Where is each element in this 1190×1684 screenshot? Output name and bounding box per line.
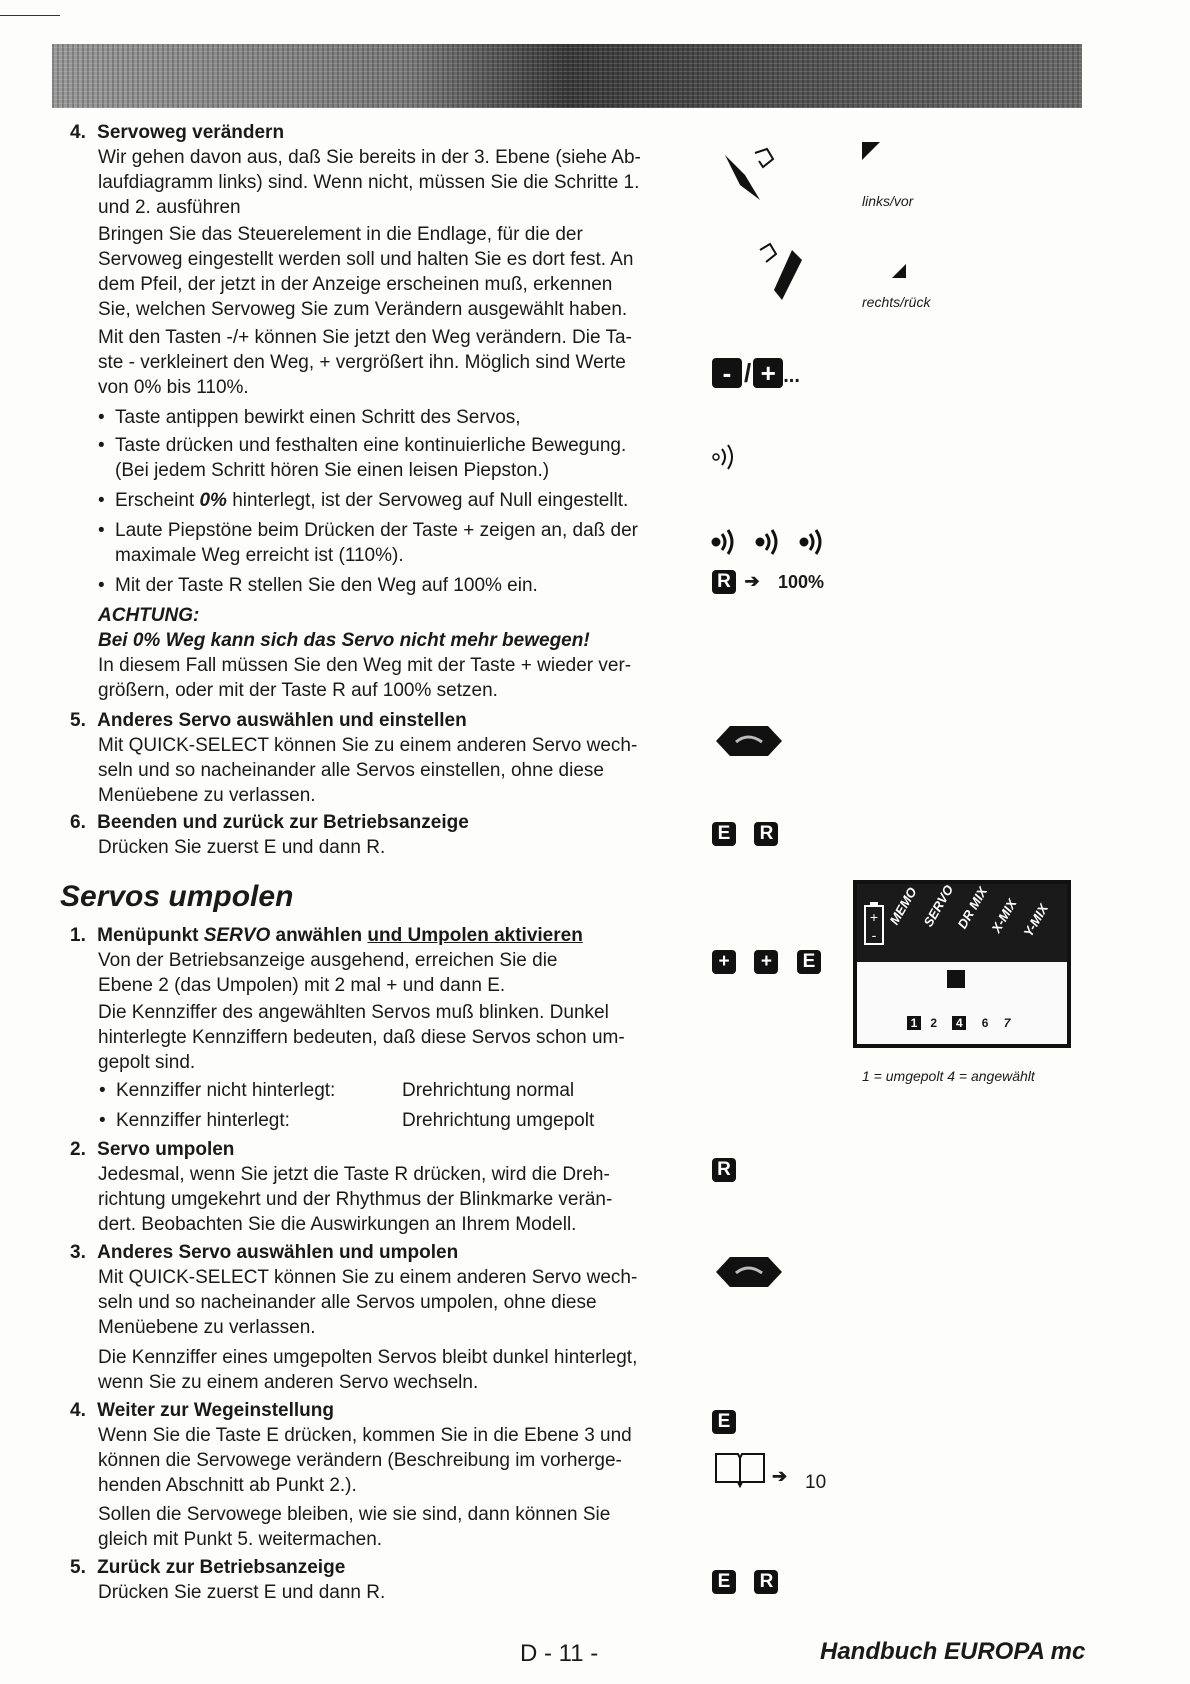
caption-rechts-rueck: rechts/rück bbox=[862, 294, 931, 310]
u3-heading: 3. Anderes Servo auswählen und umpolen bbox=[70, 1242, 459, 1263]
bullet-tap: • Taste antippen bewirkt einen Schritt des Servos, bbox=[115, 405, 521, 430]
caption-links-vor: links/vor bbox=[862, 193, 914, 209]
u1-paragraph-2: Die Kennziffer des angewählten Servos muß blinken. Dunkel hinterlegte Kennziffern bedeuten, daß diese Servos schon um- gepolt sind. bbox=[98, 1002, 625, 1073]
bullet-zero: • Erscheint 0% hinterlegt, ist der Servoweg auf Null eingestellt. bbox=[115, 488, 628, 513]
quick-select-icon bbox=[712, 722, 786, 760]
stick-left-icon bbox=[715, 145, 785, 205]
stick-right-icon bbox=[752, 240, 812, 305]
loud-beep-icon bbox=[710, 520, 840, 562]
step-title: Servoweg verändern bbox=[97, 122, 285, 143]
e-key-icon: E bbox=[712, 1570, 736, 1594]
e-key-icon: E bbox=[712, 822, 736, 846]
step-6-paragraph: Drücken Sie zuerst E und dann R. bbox=[98, 837, 386, 858]
step-4-paragraph-1: Wir gehen davon aus, daß Sie bereits in der 3. Ebene (siehe Ab- laufdiagramm links) sind. Wenn nicht, müssen Sie die Schritte 1. und 2. ausführen bbox=[98, 147, 641, 218]
u1-heading: 1. Menüpunkt SERVO anwählen und Umpolen aktivieren bbox=[70, 925, 583, 946]
book-icon bbox=[712, 1448, 770, 1488]
manual-title: Handbuch EUROPA mc bbox=[820, 1638, 1086, 1665]
u1-paragraph-1: Von der Betriebsanzeige ausgehend, erreichen Sie die Ebene 2 (das Umpolen) mit 2 mal + und dann E. bbox=[98, 950, 558, 996]
u2-paragraph: Jedesmal, wenn Sie jetzt die Taste R drücken, wird die Dreh- richtung umgekehrt und der Rhythmus der Blinkmarke verän- dert. Beobachten Sie die Auswirkungen an Ihrem Modell. bbox=[98, 1164, 613, 1235]
r-key-icon: R bbox=[712, 1158, 736, 1182]
step-4-paragraph-3: Mit den Tasten -/+ können Sie jetzt den Weg verändern. Die Ta- ste - verkleinert den Weg, + vergrößert ihn. Möglich sind Werte von 0% bis 110%. bbox=[98, 327, 632, 398]
header-banner bbox=[52, 44, 1082, 108]
soft-beep-icon bbox=[710, 435, 750, 475]
r-key-icon: R bbox=[754, 822, 778, 846]
e-r-keys-1 bbox=[712, 822, 778, 846]
warning-text: Bei 0% Weg kann sich das Servo nicht mehr bewegen! bbox=[98, 630, 590, 651]
u1-row-inverted: • Kennziffer hinterlegt: bbox=[116, 1108, 290, 1133]
minus-key-icon: - bbox=[712, 358, 742, 388]
r-key-2 bbox=[712, 1158, 736, 1182]
minus-plus-keys: - / + ... bbox=[712, 358, 800, 389]
u3-paragraph-2: Die Kennziffer eines umgepolten Servos bleibt dunkel hinterlegt, wenn Sie zu einem anderen Servo wechseln. bbox=[98, 1347, 638, 1393]
step-number: 4. bbox=[70, 122, 86, 143]
u5-paragraph: Drücken Sie zuerst E und dann R. bbox=[98, 1582, 386, 1603]
lcd-menu-labels: MEMO SERVO DR MIX X-MIX Y-MIX bbox=[886, 882, 1052, 940]
arrow-down-right-icon bbox=[890, 262, 908, 280]
u4-paragraph-1: Wenn Sie die Taste E drücken, kommen Sie in die Ebene 3 und können die Servowege verändern (Beschreibung im vorherge- henden Abschnitt ab Punkt 2.). bbox=[98, 1425, 632, 1496]
u1-row-inverted-value: Drehrichtung umgepolt bbox=[402, 1110, 595, 1131]
u5-heading: 5. Zurück zur Betriebsanzeige bbox=[70, 1557, 346, 1578]
lcd-display bbox=[853, 880, 1071, 1048]
arrow-right-icon: ➔ bbox=[772, 1466, 788, 1486]
step-4-paragraph-2: Bringen Sie das Steuerelement in die Endlage, für die der Servoweg eingestellt werden soll und halten Sie es dort fest. An dem Pfeil, der jetzt in der Anzeige erscheinen muß, erkennen Sie, welchen Servoweg Sie zum Verändern ausgewählt haben. bbox=[98, 224, 634, 320]
section-title: Servos umpolen bbox=[60, 880, 294, 913]
achtung-label: ACHTUNG: bbox=[98, 605, 200, 626]
plus-key-icon: + bbox=[712, 950, 736, 974]
step-4-heading bbox=[70, 120, 710, 145]
r-key-100-indicator bbox=[712, 570, 760, 594]
svg-text:-: - bbox=[871, 927, 877, 943]
bullet-hold: • Taste drücken und festhalten eine kontinuierliche Bewegung. (Bei jedem Schritt hören Sie einen leisen Piepston.) bbox=[115, 433, 626, 483]
quick-select-icon bbox=[712, 1253, 786, 1291]
r-key-icon: R bbox=[712, 570, 736, 594]
lcd-servo-digits: 1 2 4 6 7 bbox=[907, 1016, 1010, 1030]
percent-100-label: 100% bbox=[778, 572, 825, 592]
e-key-icon: E bbox=[712, 1410, 736, 1434]
step-6-heading: 6. Beenden und zurück zur Betriebsanzeige bbox=[70, 812, 469, 833]
plus-plus-e-keys bbox=[712, 950, 821, 974]
svg-text:+: + bbox=[869, 909, 879, 925]
battery-icon bbox=[863, 900, 887, 946]
u1-row-normal-value: Drehrichtung normal bbox=[402, 1080, 575, 1101]
lcd-cursor-mark bbox=[947, 970, 965, 988]
plus-key-icon: + bbox=[753, 358, 783, 388]
u4-paragraph-2: Sollen die Servowege bleiben, wie sie sind, dann können Sie gleich mit Punkt 5. weitermachen. bbox=[98, 1504, 611, 1550]
plus-key-icon: + bbox=[754, 950, 778, 974]
bullet-r-key: • Mit der Taste R stellen Sie den Weg auf 100% ein. bbox=[115, 573, 538, 598]
display-caption: 1 = umgepolt 4 = angewählt bbox=[862, 1068, 1035, 1084]
step-5-heading: 5. Anderes Servo auswählen und einstellen bbox=[70, 710, 467, 731]
corner-line bbox=[0, 15, 60, 16]
page-number: D - 11 - bbox=[520, 1640, 599, 1667]
arrow-right-icon: ➔ bbox=[744, 571, 760, 591]
bullet-loud-beep: • Laute Piepstöne beim Drücken der Taste + zeigen an, daß der maximale Weg erreicht ist (110%). bbox=[115, 518, 638, 568]
r-key-icon: R bbox=[754, 1570, 778, 1594]
e-r-keys-2 bbox=[712, 1570, 778, 1594]
e-key-icon: E bbox=[797, 950, 821, 974]
arrow-up-left-icon bbox=[860, 140, 882, 162]
e-key-2 bbox=[712, 1410, 736, 1434]
u1-row-normal: • Kennziffer nicht hinterlegt: bbox=[116, 1078, 335, 1103]
u2-heading: 2. Servo umpolen bbox=[70, 1139, 235, 1160]
step-4-paragraph-4: In diesem Fall müssen Sie den Weg mit der Taste + wieder ver- größern, oder mit der Taste R auf 100% setzen. bbox=[98, 655, 632, 701]
u3-paragraph-1: Mit QUICK-SELECT können Sie zu einem anderen Servo wech- seln und so nacheinander alle Servos umpolen, ohne diese Menüebene zu verlassen. bbox=[98, 1267, 638, 1338]
u4-heading: 4. Weiter zur Wegeinstellung bbox=[70, 1400, 334, 1421]
reference-page: 10 bbox=[805, 1472, 827, 1493]
step-5-paragraph: Mit QUICK-SELECT können Sie zu einem anderen Servo wech- seln und so nacheinander alle Servos einstellen, ohne diese Menüebene zu verlassen. bbox=[98, 735, 638, 806]
